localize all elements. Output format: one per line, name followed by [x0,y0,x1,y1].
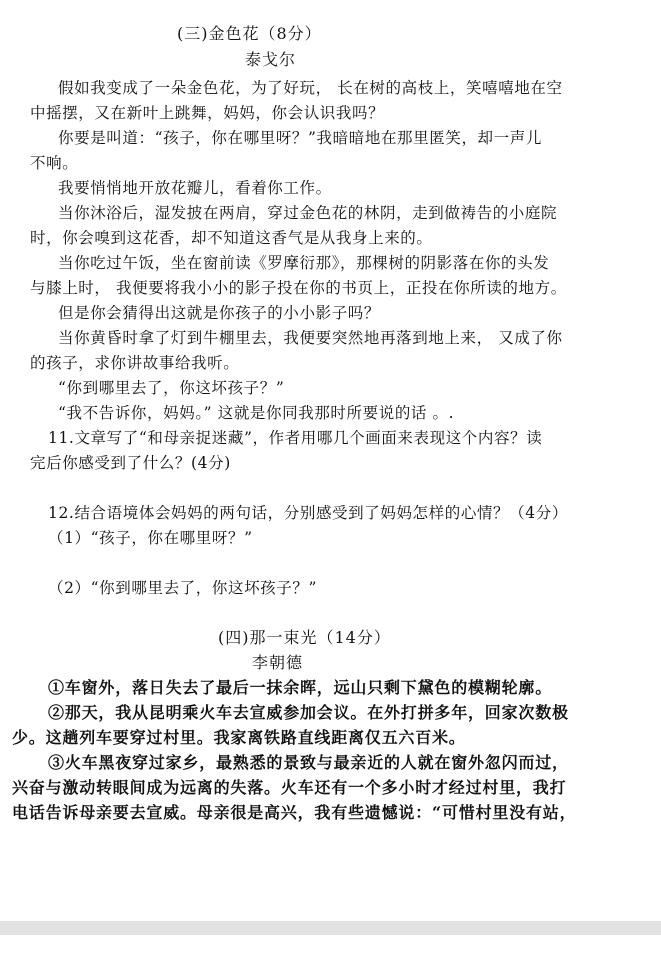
section4-title: (四)那一束光（14分） [218,628,391,647]
section4-author: 李朝德 [252,653,304,672]
paragraph-line: 不响。 [30,154,79,172]
question-11: 11.文章写了“和母亲捉迷藏”，作者用哪几个画面来表现这个内容？读 [48,429,543,447]
section3-title: (三)金色花（8分） [177,24,322,43]
question-12: 12.结合语境体会妈妈的两句话，分别感受到了妈妈怎样的心情？（4分） [48,504,568,522]
paragraph-line: 但是你会猜得出这就是你孩子的小小影子吗？ [58,304,381,322]
paragraph-line: 当你沐浴后，湿发披在两肩，穿过金色花的林阴，走到做祷告的小庭院 [58,204,558,222]
paragraph-line: 当你吃过午饭，坐在窗前读《罗摩衍那》，那棵树的阴影落在你的头发 [58,254,550,272]
paragraph-line: ①车窗外，落日失去了最后一抹余晖，远山只剩下黛色的模糊轮廓。 [48,678,553,697]
paragraph-line: “你到哪里去了，你这坏孩子？” [58,379,285,397]
question-12-sub2: （2）“你到哪里去了，你这坏孩子？” [48,579,318,597]
paragraph-line: 时，你会嗅到这花香，却不知道这香气是从我身上来的。 [30,229,433,247]
question-12-sub1: （1）“孩子，你在哪里呀？” [48,529,253,547]
viewer-bottom-margin [0,935,661,958]
paragraph-line: 中摇摆，又在新叶上跳舞，妈妈，你会认识我吗？ [30,104,385,122]
paragraph-line: 与膝上时， 我便要将我小小的影子投在你的书页上，正投在你所读的地方。 [30,279,567,297]
question-11-cont: 完后你感受到了什么？(4分) [30,454,231,472]
paragraph-line: 兴奋与激动转眼间成为远离的失落。火车还有一个多小时才经过村里，我打 [12,778,567,797]
paragraph-line: 我要悄悄地开放花瓣儿，看着你工作。 [58,179,332,197]
paragraph-line: ③火车黑夜穿过家乡，最熟悉的景致与最亲近的人就在窗外忽闪而过， [48,753,569,772]
viewer-bottom-bar [0,921,661,935]
paragraph-line: 当你黄昏时拿了灯到牛棚里去，我便要突然地再落到地上来， 又成了你 [58,329,563,347]
paragraph-line: 电话告诉母亲要去宣威。母亲很是高兴，我有些遗憾说：“可惜村里没有站， [12,803,577,822]
paragraph-line: 的孩子，求你讲故事给我听。 [30,354,240,372]
paragraph-line: ②那天，我从昆明乘火车去宣威参加会议。在外打拼多年，回家次数极 [48,703,569,722]
paragraph-line: 你要是叫道：“孩子，你在哪里呀？”我暗暗地在那里匿笑，却一声儿 [58,129,542,147]
section3-author: 泰戈尔 [245,50,297,69]
paragraph-line: “我不告诉你，妈妈。” 这就是你同我那时所要说的话 。. [58,404,455,422]
paragraph-line: 少。这趟列车要穿过村里。我家离铁路直线距离仅五六百米。 [12,728,466,747]
paragraph-line: 假如我变成了一朵金色花，为了好玩， 长在树的高枝上，笑嘻嘻地在空 [58,79,563,97]
